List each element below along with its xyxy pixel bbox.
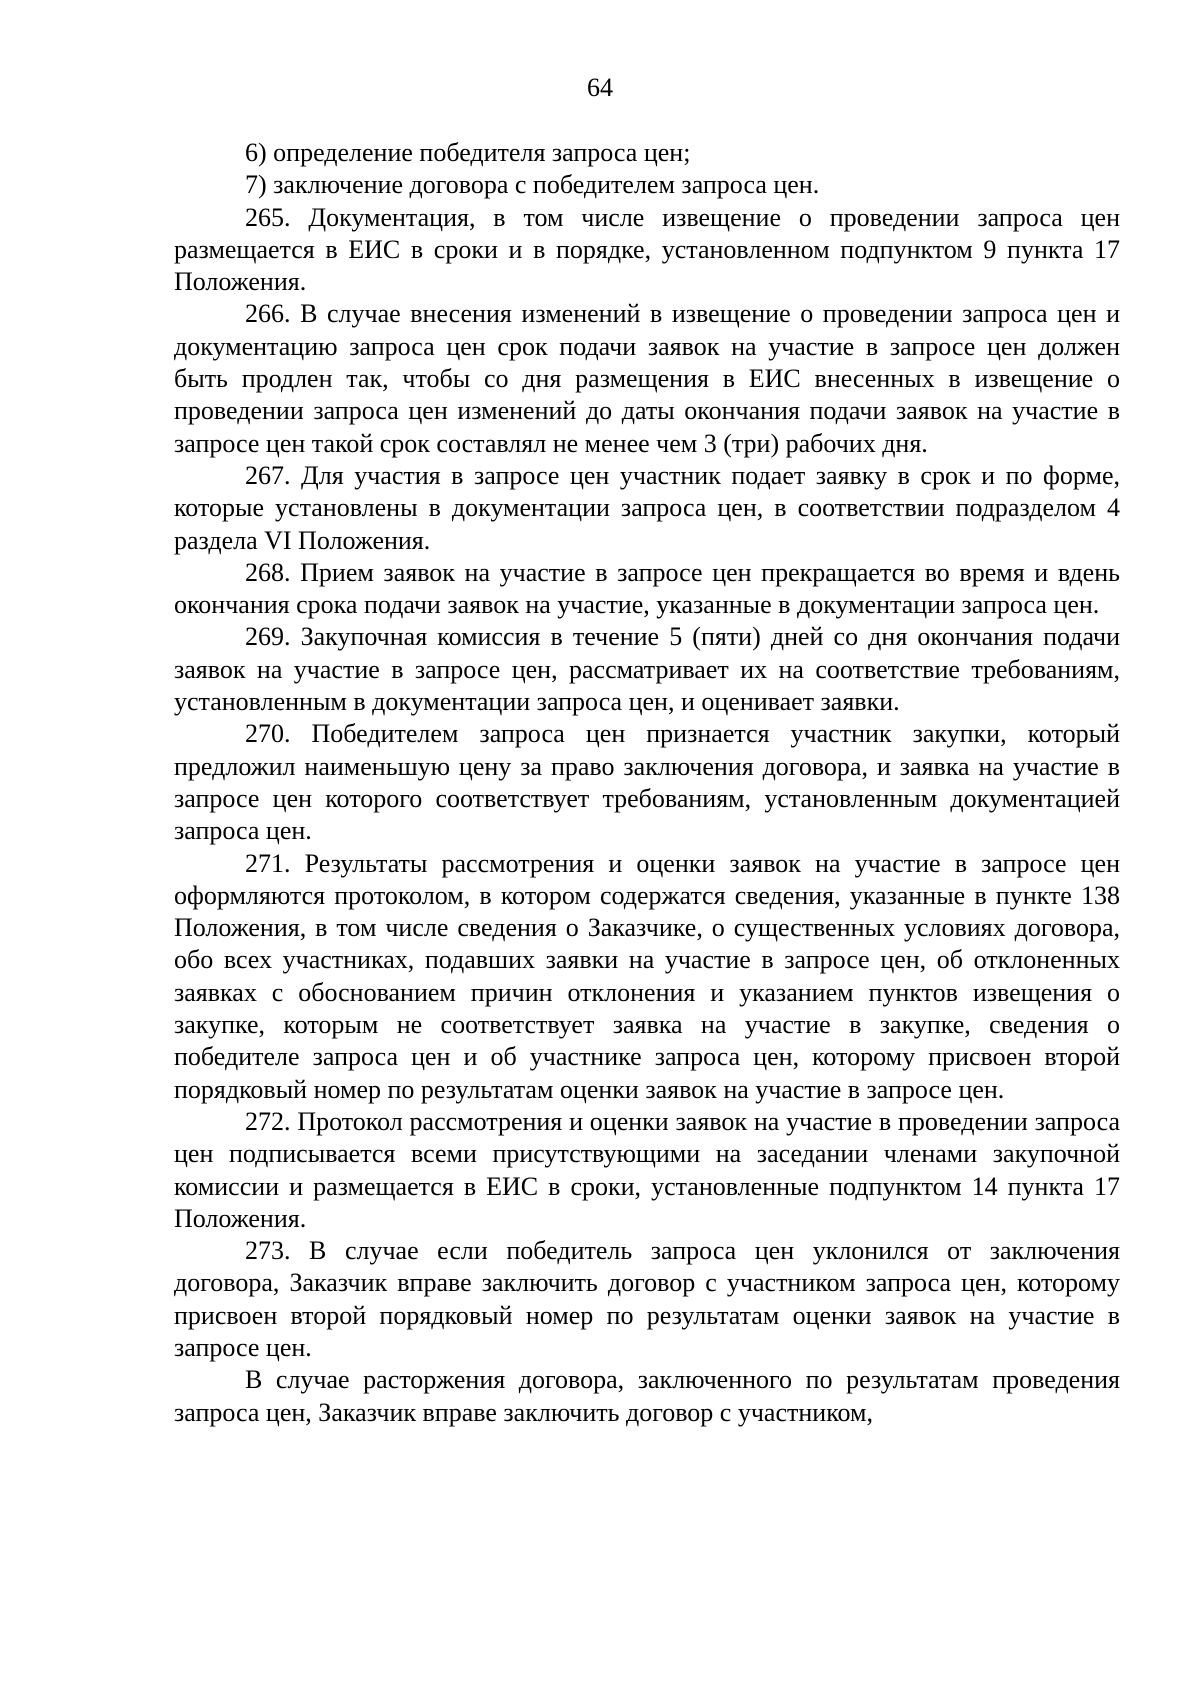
document-body <box>174 137 1120 1429</box>
paragraph-265: 265. Документация, в том числе извещение о проведении запроса цен размещается в ЕИС в сроки и в порядке, установленном подпунктом 9 пункта 17 Положения. <box>174 202 1120 297</box>
list-item-6: 6) определение победителя запроса цен; <box>245 138 691 167</box>
paragraph-268: 268. Прием заявок на участие в запросе цен прекращается во время и вдень окончания срока подачи заявок на участие, указанные в документации запроса цен. <box>174 557 1120 620</box>
paragraph-267: 267. Для участия в запросе цен участник подает заявку в срок и по форме, которые установлены в документации запроса цен, в соответствии подразделом 4 раздела VI Положения. <box>174 460 1120 555</box>
paragraph-270: 270. Победителем запроса цен признается участник закупки, который предложил наименьшую цену за право заключения договора, и заявка на участие в запросе цен которого соответствует требованиям, установленным документацией запроса цен. <box>174 719 1120 846</box>
page-number: 64 <box>587 73 613 102</box>
paragraph-269: 269. Закупочная комиссия в течение 5 (пяти) дней со дня окончания подачи заявок на участие в запросе цен, рассматривает их на соответствие требованиям, установленным в документации запроса цен, и оценивает заявки. <box>174 622 1120 717</box>
paragraph-266: 266. В случае внесения изменений в извещение о проведении запроса цен и документацию запроса цен срок подачи заявок на участие в запросе цен должен быть продлен так, чтобы со дня размещения в ЕИС внесенных в извещение о проведении запроса цен изменений до даты окончания подачи заявок на участие в запросе цен такой срок составлял не менее чем 3 (три) рабочих дня. <box>174 299 1120 458</box>
paragraph-271: 271. Результаты рассмотрения и оценки заявок на участие в запросе цен оформляются протоколом, в котором содержатся сведения, указанные в пункте 138 Положения, в том числе сведения о Заказчике, о существенных условиях договора, обо всех участниках, подавших заявки на участие в запросе цен, об отклоненных заявках с обоснованием причин отклонения и указанием пунктов извещения о закупке, которым не соответствует заявка на участие в закупке, сведения о победителе запроса цен и об участнике запроса цен, которому присвоен второй порядковый номер по результатам оценки заявок на участие в запросе цен. <box>174 848 1120 1104</box>
paragraph-273: 273. В случае если победитель запроса цен уклонился от заключения договора, Заказчик вправе заключить договор с участником запроса цен, которому присвоен второй порядковый номер по результатам оценки заявок на участие в запросе цен. <box>174 1236 1120 1362</box>
paragraph-272: 272. Протокол рассмотрения и оценки заявок на участие в проведении запроса цен подписывается всеми присутствующими на заседании членами закупочной комиссии и размещается в ЕИС в сроки, установленные подпунктом 14 пункта 17 Положения. <box>174 1106 1120 1233</box>
list-item-7: 7) заключение договора с победителем запроса цен. <box>245 170 820 200</box>
paragraph-273-continued: В случае расторжения договора, заключенного по результатам проведения запроса цен, Заказчик вправе заключить договор с участником, <box>174 1365 1120 1427</box>
